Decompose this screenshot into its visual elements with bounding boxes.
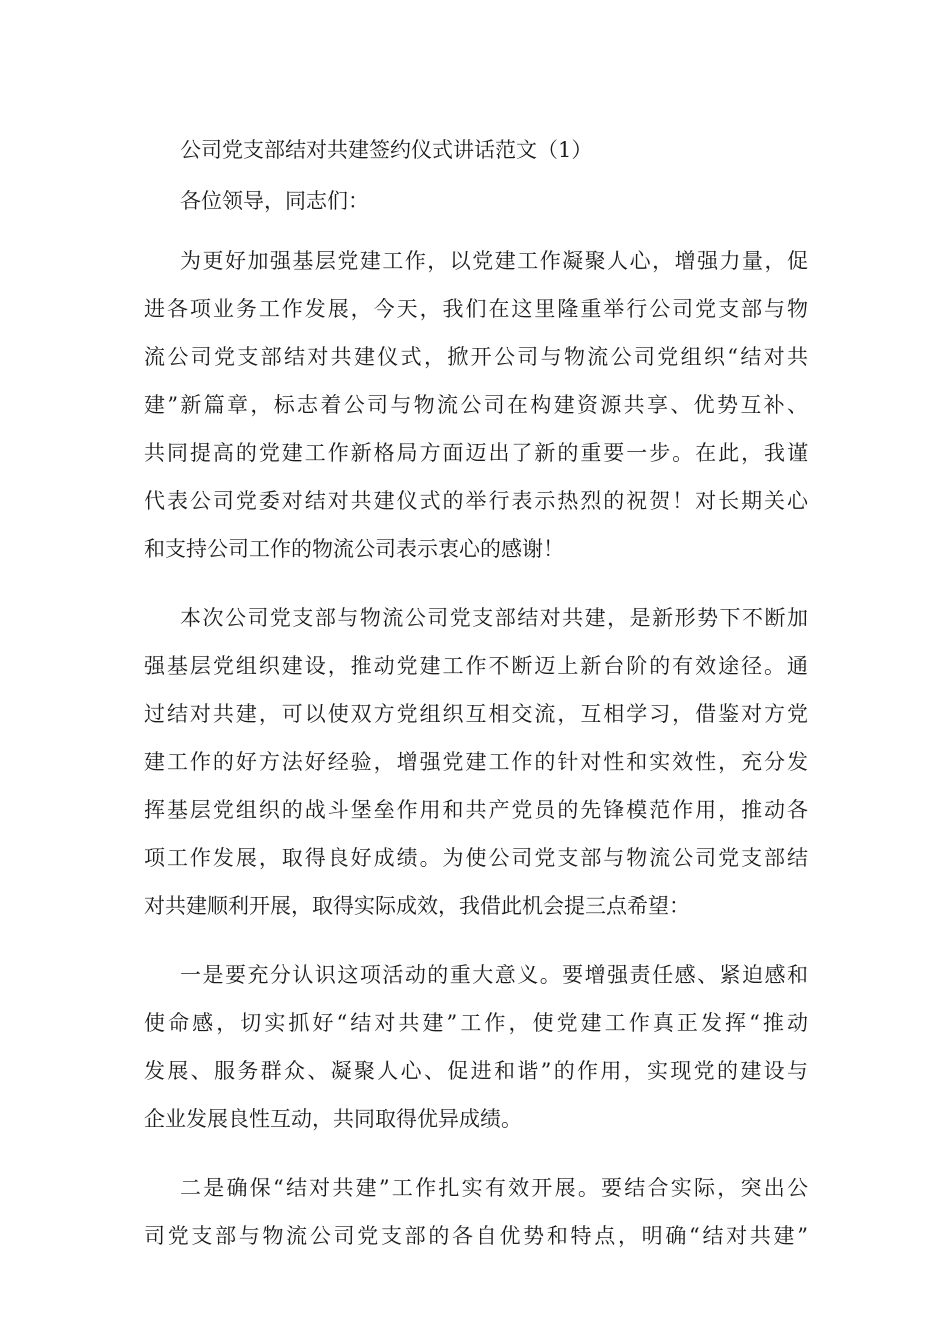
paragraph-line: 对共建顺利开展，取得实际成效，我借此机会提三点希望： [144, 894, 690, 918]
paragraph-line: 过结对共建，可以使双方党组织互相交流，互相学习，借鉴对方党 [144, 702, 808, 726]
paragraph-line: 司党支部与物流公司党支部的各自优势和特点，明确“结对共建” [144, 1224, 808, 1248]
paragraph-line: 一是要充分认识这项活动的重大意义。要增强责任感、紧迫感和 [180, 963, 808, 987]
paragraph-line: 二是确保“结对共建”工作扎实有效开展。要结合实际，突出公 [180, 1176, 808, 1200]
paragraph-line: 使命感，切实抓好“结对共建”工作，使党建工作真正发挥“推动 [144, 1011, 808, 1035]
paragraph-line: 发展、服务群众、凝聚人心、促进和谐”的作用，实现党的建设与 [144, 1059, 808, 1083]
body-paragraph [144, 1164, 808, 1260]
paragraph-line: 本次公司党支部与物流公司党支部结对共建，是新形势下不断加 [180, 606, 808, 630]
paragraph-line: 强基层党组织建设，推动党建工作不断迈上新台阶的有效途径。通 [144, 654, 808, 678]
paragraph-line: 进各项业务工作发展，今天，我们在这里隆重举行公司党支部与物 [144, 297, 808, 321]
paragraph-line: 建工作的好方法好经验，增强党建工作的针对性和实效性，充分发 [144, 750, 808, 774]
document-title: 公司党支部结对共建签约仪式讲话范文（1） [180, 138, 593, 162]
body-paragraph [144, 951, 808, 1143]
paragraph-line: 企业发展良性互动，共同取得优异成绩。 [144, 1107, 522, 1131]
paragraph-line: 和支持公司工作的物流公司表示衷心的感谢！ [144, 537, 564, 561]
paragraph-line: 建”新篇章，标志着公司与物流公司在构建资源共享、优势互补、 [144, 393, 808, 417]
body-paragraph [144, 237, 808, 573]
document-page [144, 135, 808, 1260]
paragraph-line: 流公司党支部结对共建仪式，掀开公司与物流公司党组织“结对共 [144, 345, 808, 369]
body-paragraphs [144, 237, 808, 1260]
salutation: 各位领导，同志们： [180, 189, 369, 213]
paragraph-line: 项工作发展，取得良好成绩。为使公司党支部与物流公司党支部结 [144, 846, 808, 870]
body-paragraph [144, 594, 808, 930]
paragraph-line: 共同提高的党建工作新格局方面迈出了新的重要一步。在此，我谨 [144, 441, 808, 465]
paragraph-line: 挥基层党组织的战斗堡垒作用和共产党员的先锋模范作用，推动各 [144, 798, 808, 822]
paragraph-line: 为更好加强基层党建工作，以党建工作凝聚人心，增强力量，促 [180, 249, 808, 273]
paragraph-line: 代表公司党委对结对共建仪式的举行表示热烈的祝贺！对长期关心 [144, 489, 808, 513]
